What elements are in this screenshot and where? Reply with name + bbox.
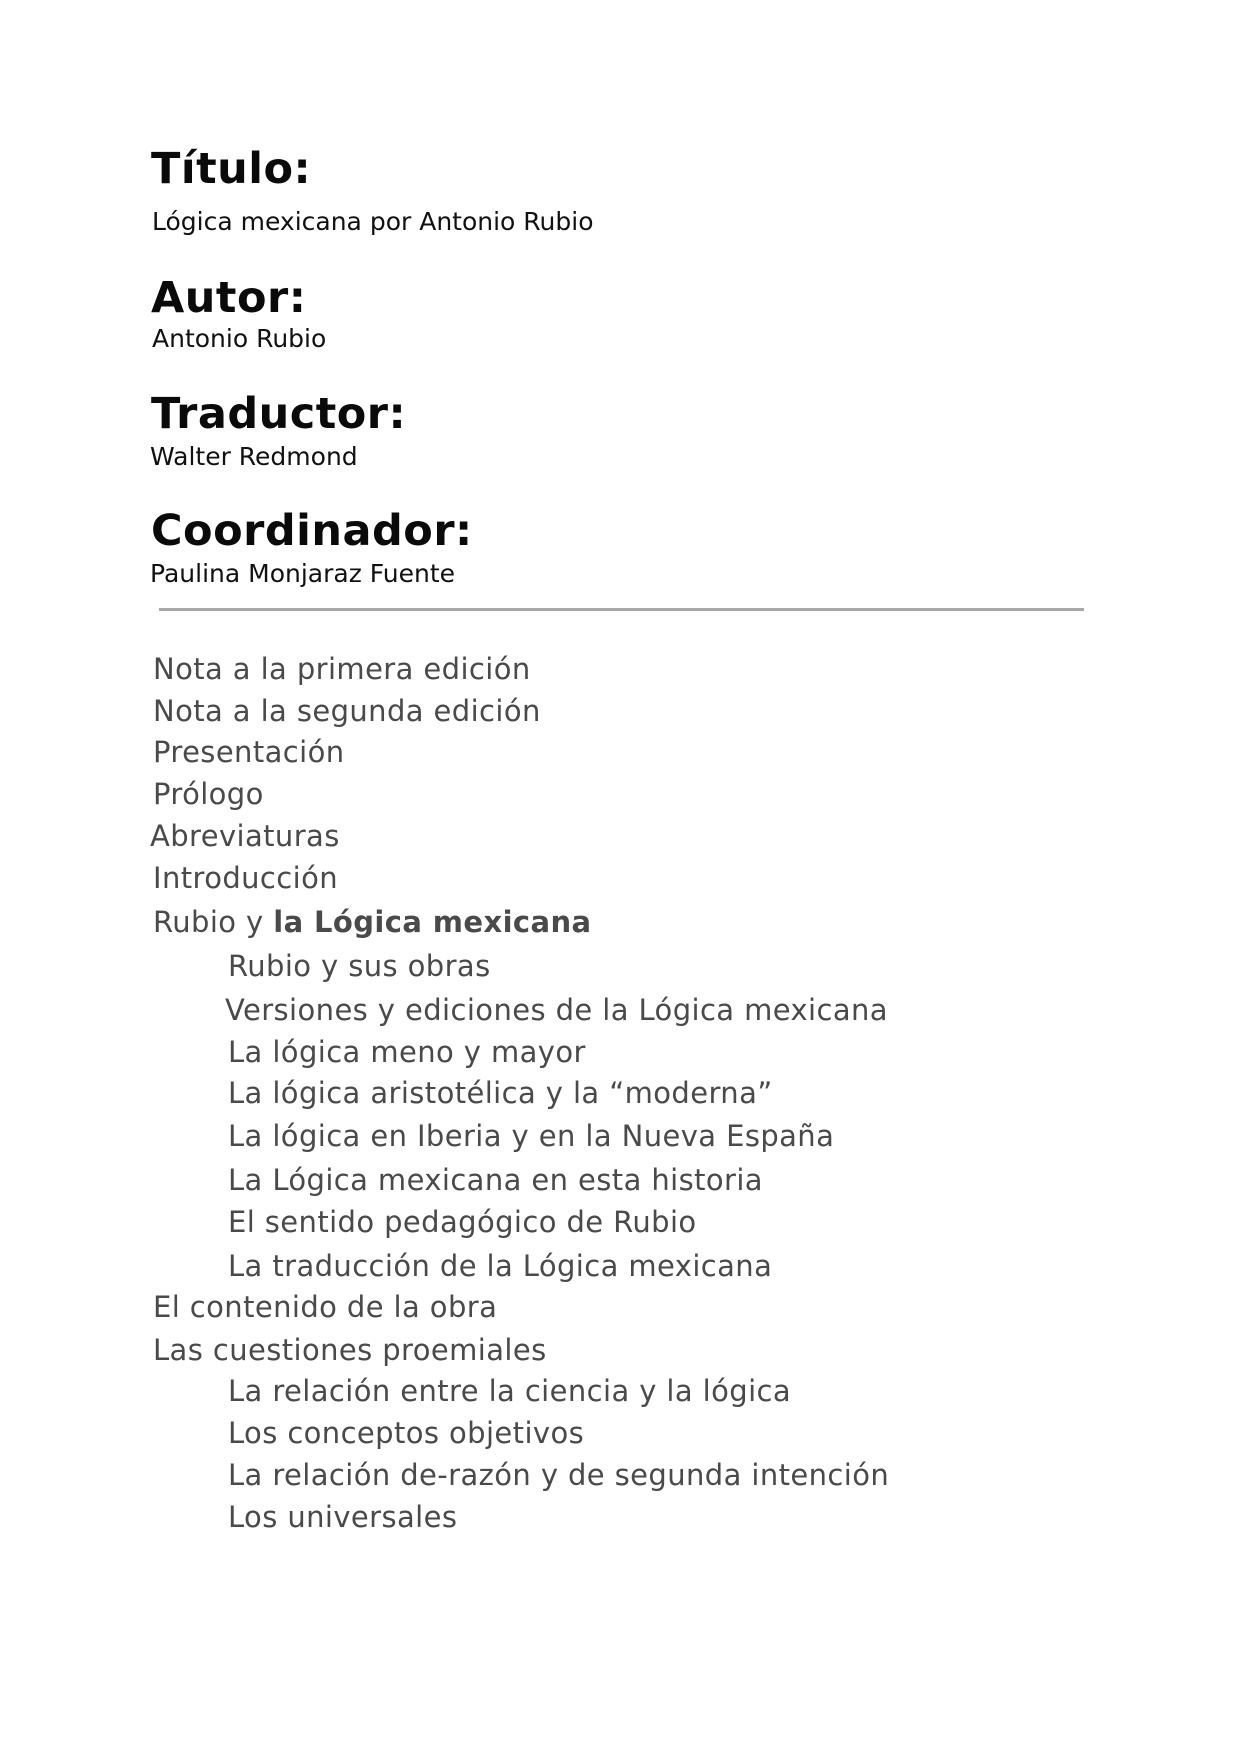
translator-value: Walter Redmond: [150, 442, 358, 471]
toc-subitem[interactable]: La relación de-razón y de segunda intención: [228, 1458, 890, 1492]
toc-item[interactable]: Presentación: [153, 735, 345, 769]
toc-subitem[interactable]: La lógica meno y mayor: [228, 1035, 586, 1069]
toc-subitem[interactable]: Rubio y sus obras: [228, 949, 491, 983]
toc-item[interactable]: Introducción: [153, 861, 338, 895]
toc-subitem[interactable]: La lógica aristotélica y la “moderna”: [228, 1076, 773, 1110]
toc-subitem[interactable]: Los conceptos objetivos: [228, 1416, 585, 1450]
toc-subitem[interactable]: Los universales: [228, 1500, 458, 1534]
toc-subitem[interactable]: La relación entre la ciencia y la lógica: [228, 1374, 792, 1408]
toc-item[interactable]: Prólogo: [153, 777, 264, 811]
toc-item[interactable]: El contenido de la obra: [153, 1290, 498, 1324]
toc-subitem[interactable]: Versiones y ediciones de la Lógica mexicana: [225, 993, 888, 1027]
title-value: Lógica mexicana por Antonio Rubio: [152, 207, 594, 236]
toc-subitem[interactable]: La Lógica mexicana en esta historia: [228, 1163, 763, 1197]
toc-item[interactable]: Abreviaturas: [150, 819, 340, 853]
author-value: Antonio Rubio: [152, 324, 327, 353]
title-heading: Título:: [151, 144, 312, 194]
coordinator-heading: Coordinador:: [151, 506, 473, 556]
toc-subitem[interactable]: La lógica en Iberia y en la Nueva España: [228, 1119, 835, 1153]
section-divider: [159, 608, 1084, 611]
author-heading: Autor:: [151, 273, 307, 323]
toc-subitem[interactable]: La traducción de la Lógica mexicana: [228, 1249, 773, 1283]
toc-item[interactable]: Nota a la primera edición: [153, 652, 531, 686]
coordinator-value: Paulina Monjaraz Fuente: [150, 559, 456, 588]
toc-item[interactable]: Nota a la segunda edición: [153, 694, 541, 728]
toc-subitem[interactable]: El sentido pedagógico de Rubio: [228, 1205, 697, 1239]
translator-heading: Traductor:: [151, 389, 407, 439]
toc-item[interactable]: Rubio y la Lógica mexicana: [153, 905, 592, 939]
toc-item[interactable]: Las cuestiones proemiales: [153, 1333, 547, 1367]
